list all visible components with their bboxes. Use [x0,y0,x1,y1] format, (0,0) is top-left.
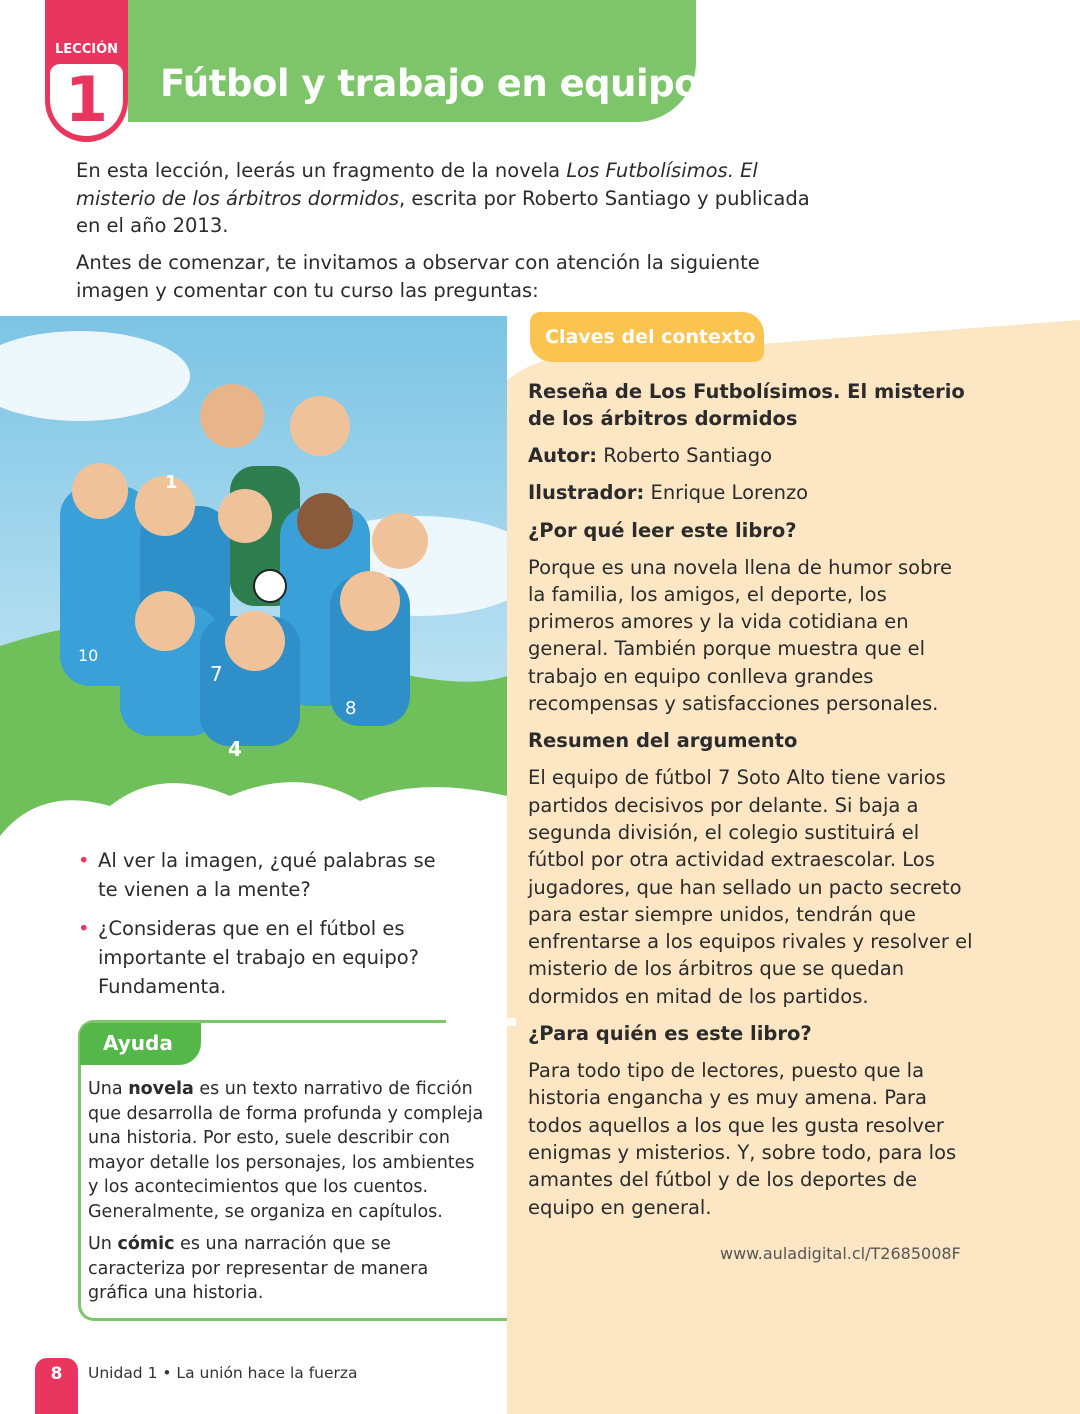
footer-unit: Unidad 1 • La unión hace la fuerza [88,1364,358,1382]
intro-text: , escrita por Roberto Santiago y publicada en el año 2013. [76,186,810,237]
context-content [528,378,973,1231]
context-tab: Claves del contexto [530,312,764,362]
text: Una [88,1079,129,1099]
summary-text: El equipo de fútbol 7 Soto Alto tiene varios partidos decisivos por delante. Si baja a segunda división, el colegio sustituirá el fútbol por otra actividad extraescolar. Los jugadores, que han sellado un pacto secreto para estar siempre unidos, tendrán que enfrentarse a los equipos rivales y resolver el misterio de los árbitros que se quedan dormidos en mitad de los partidos. [528,766,973,1008]
author-line [528,442,973,469]
intro-text: En esta lección, leerás un fragmento de la novela [76,159,567,182]
jersey-number: 8 [345,698,357,719]
auladigital-link[interactable]: www.auladigital.cl/T2685008F [720,1244,961,1263]
why-text: Porque es una novela llena de humor sobre la familia, los amigos, el deporte, los primeros amores y la vida cotidiana en general. También porque muestra que el trabajo en equipo conlleva grandes recompensas y satisfacciones personales. [528,555,953,716]
jersey-number: 10 [78,646,99,665]
audience-text: Para todo tipo de lectores, puesto que la historia engancha y es muy amena. Para todos aquellos a los que les gusta resolver enigmas y misterios. Y, sobre todo, para los amantes del fútbol y de los deportes de equipo en general. [528,1059,957,1219]
text: es una narración que se caracteriza por representar de manera gráfica una historia. [88,1234,429,1303]
help-tab: Ayuda [80,1023,201,1065]
illustrator-name: Enrique Lorenzo [644,481,809,505]
text: es un texto narrativo de ficción que desarrolla de forma profunda y compleja una historia. Por esto, suele describir con mayor detalle los personajes, los ambientes y los acontecimientos que los cuentos. Generalmente, se organiza en capítulos. [88,1079,484,1222]
intro-paragraph [76,157,821,240]
question-item: • ¿Consideras que en el fútbol es importante el trabajo en equipo? Fundamenta. [78,914,458,1001]
page-title: Fútbol y trabajo en equipo [160,62,700,105]
audience-heading: ¿Para quién es este libro? [528,1022,812,1046]
novela-definition [88,1077,488,1224]
intro-instructions: Antes de comenzar, te invitamos a observar con atención la siguiente imagen y comentar con tu curso las preguntas: [76,251,760,302]
comic-definition [88,1232,488,1306]
author-label: Autor: [528,444,598,467]
book-title: Los Futbolísimos. El misterio de los árbitros dormidos [76,159,758,210]
author-name: Roberto Santiago [597,444,773,467]
illustrator-label: Ilustrador: [528,481,645,505]
review-title: Reseña de Los Futbolísimos. El misterio de los árbitros dormidos [528,380,965,430]
help-text [88,1077,488,1314]
illustrator-line [528,479,973,506]
why-heading: ¿Por qué leer este libro? [528,518,797,542]
lesson-label: LECCIÓN [54,42,118,57]
lesson-number: 1 [50,64,123,136]
question-item: • Al ver la imagen, ¿qué palabras se te vienen a la mente? [78,846,458,904]
term: cómic [117,1234,175,1254]
jersey-number: 1 [165,472,178,493]
summary-heading: Resumen del argumento [528,729,798,753]
question-list [78,846,458,1011]
team-illustration [0,316,507,856]
page-number: 8 [35,1358,78,1414]
jersey-number: 7 [210,662,223,686]
help-box-border-gap [446,1018,516,1026]
jersey-number: 4 [228,737,242,761]
term: novela [128,1079,194,1099]
text: Un [88,1234,118,1254]
